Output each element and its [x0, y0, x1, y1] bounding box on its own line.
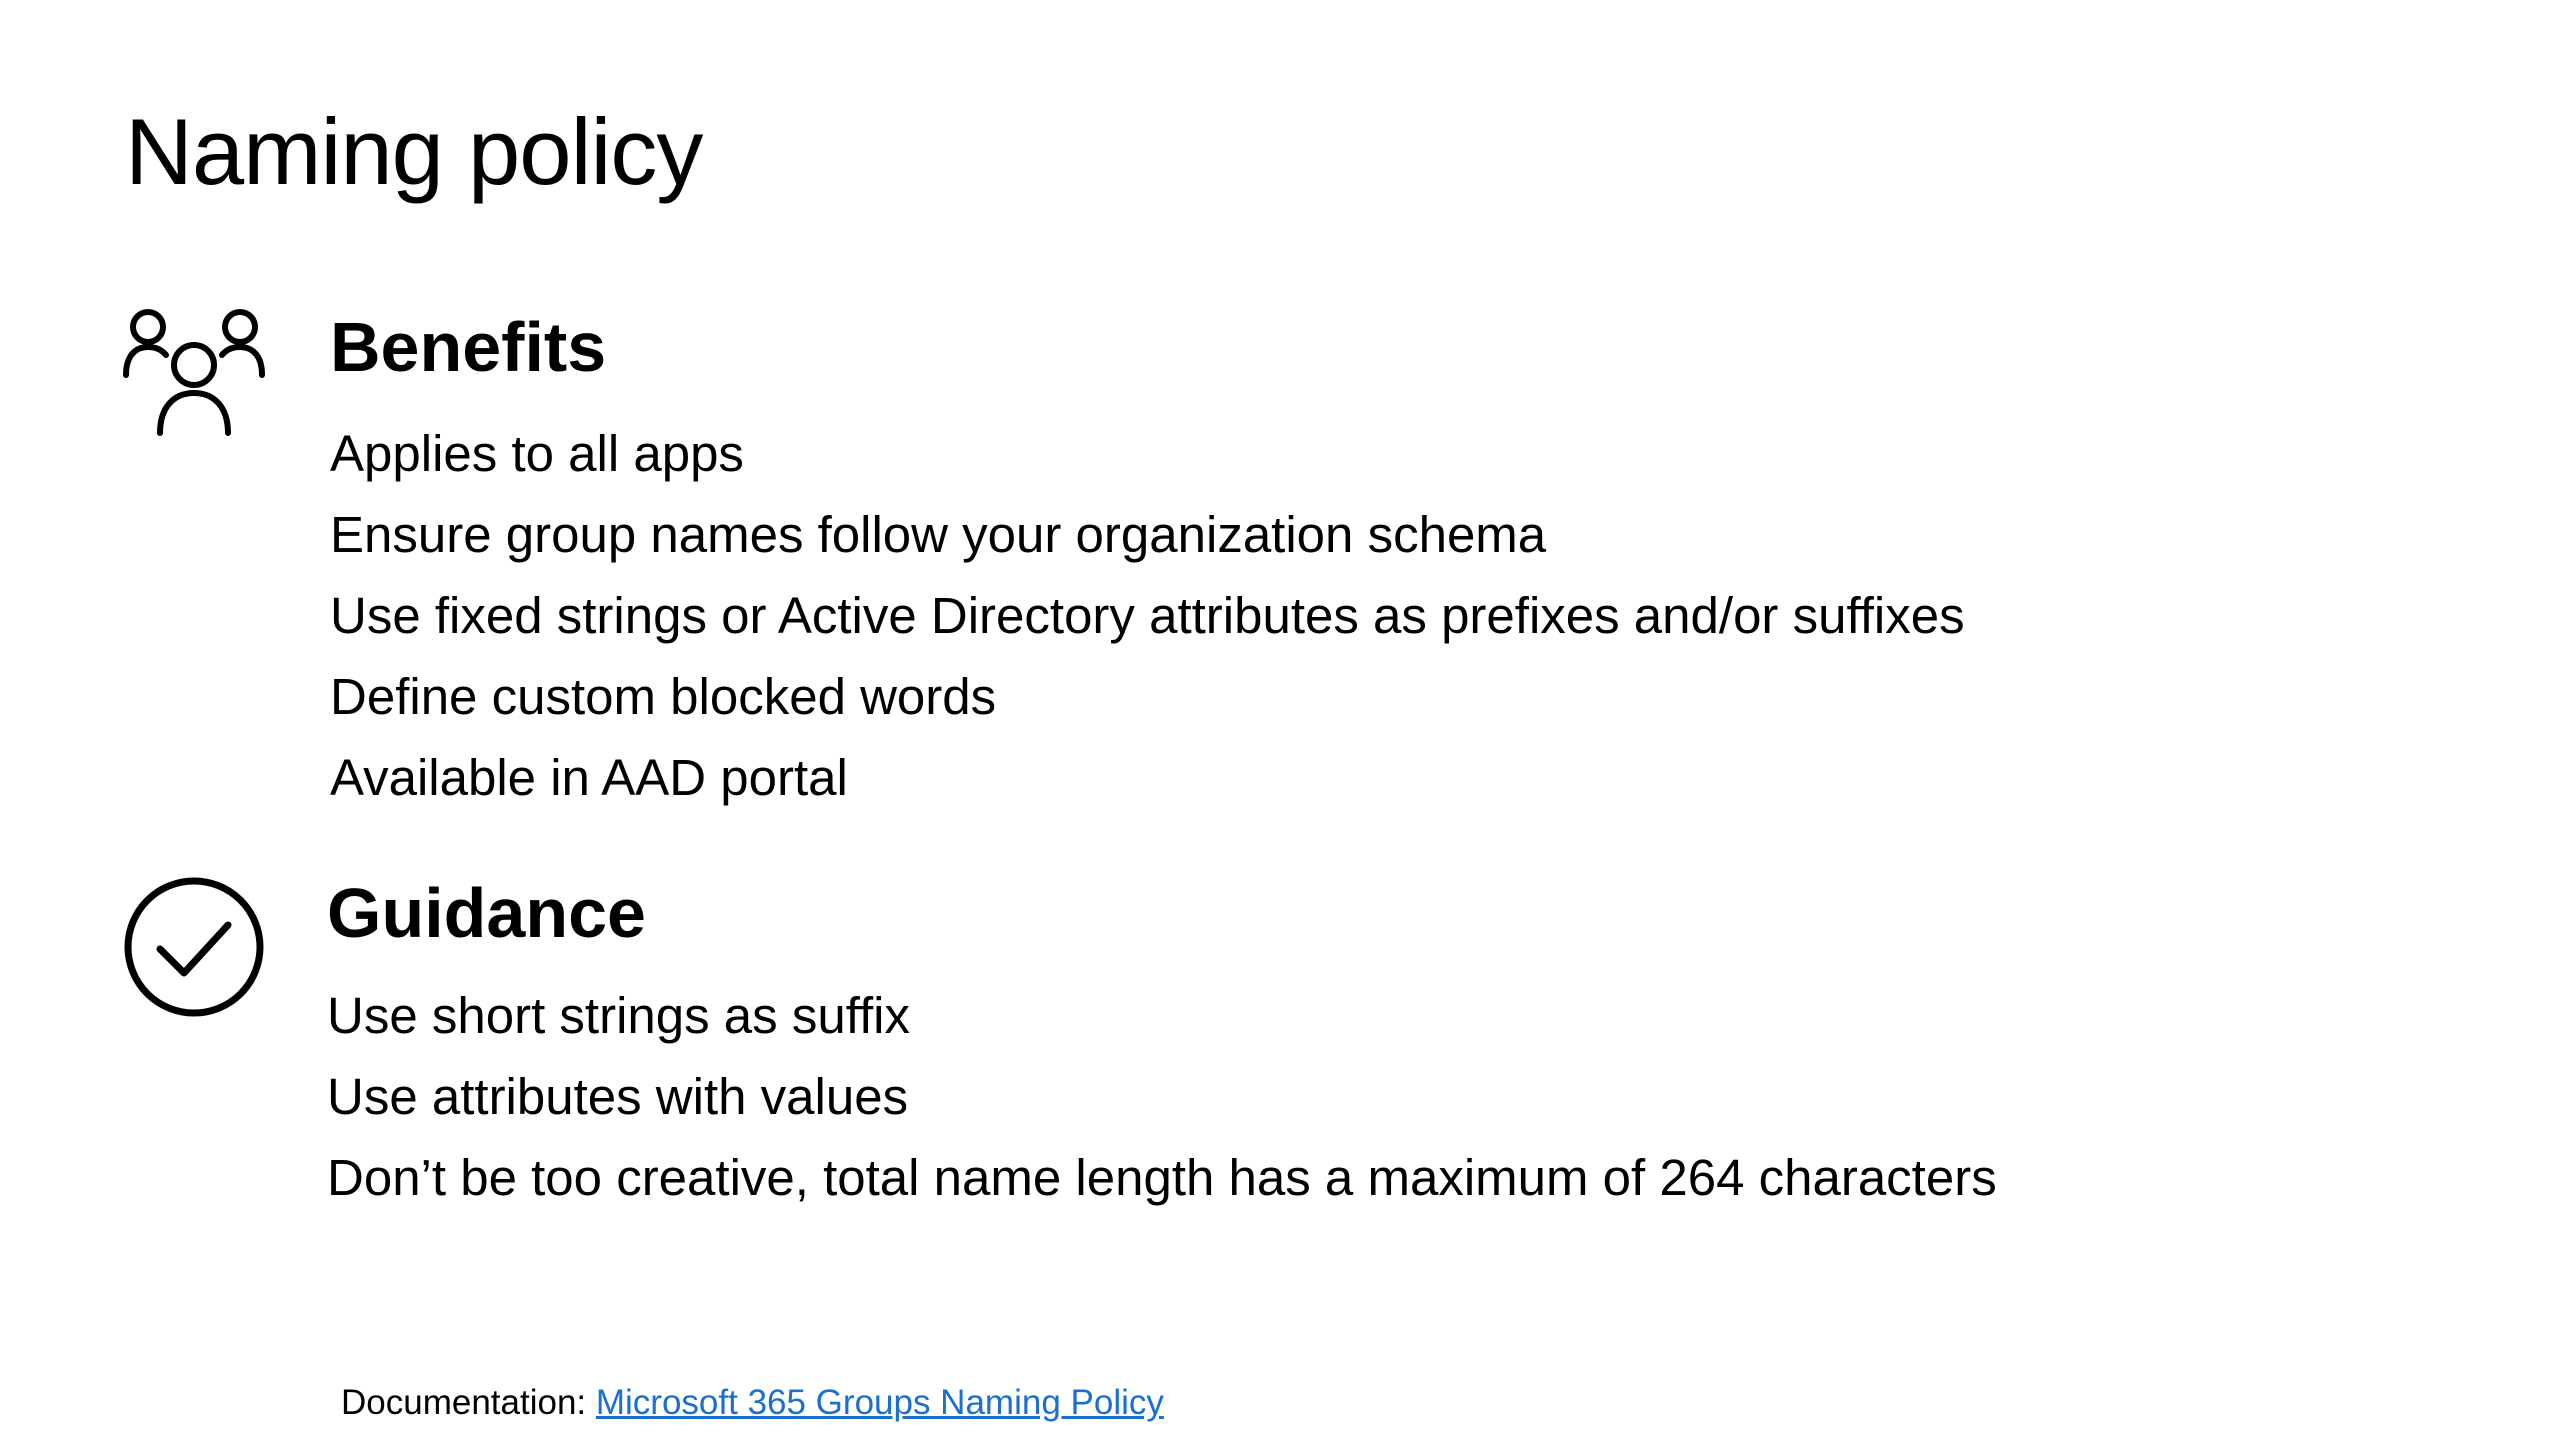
- list-item: Available in AAD portal: [330, 749, 848, 806]
- people-group-icon: [122, 305, 266, 449]
- documentation-link[interactable]: Microsoft 365 Groups Naming Policy: [595, 1383, 1164, 1422]
- list-item: Use attributes with values: [327, 1068, 909, 1125]
- list-item: Don’t be too creative, total name length has a maximum of 264 characters: [327, 1149, 1997, 1206]
- list-item: Use short strings as suffix: [327, 987, 910, 1044]
- page-title: Naming policy: [125, 99, 703, 204]
- benefits-list: [330, 413, 1965, 818]
- documentation-footer: [341, 1382, 1164, 1424]
- check-circle-icon: [122, 875, 266, 1019]
- documentation-label: Documentation:: [341, 1383, 596, 1422]
- section-heading: Guidance: [327, 874, 646, 952]
- list-item: Applies to all apps: [330, 425, 744, 482]
- list-item: Define custom blocked words: [330, 668, 997, 725]
- guidance-list: [327, 975, 1997, 1218]
- list-item: Use fixed strings or Active Directory attributes as prefixes and/or suffixes: [330, 587, 1965, 644]
- section-heading: Benefits: [330, 308, 607, 386]
- list-item: Ensure group names follow your organization schema: [330, 506, 1547, 563]
